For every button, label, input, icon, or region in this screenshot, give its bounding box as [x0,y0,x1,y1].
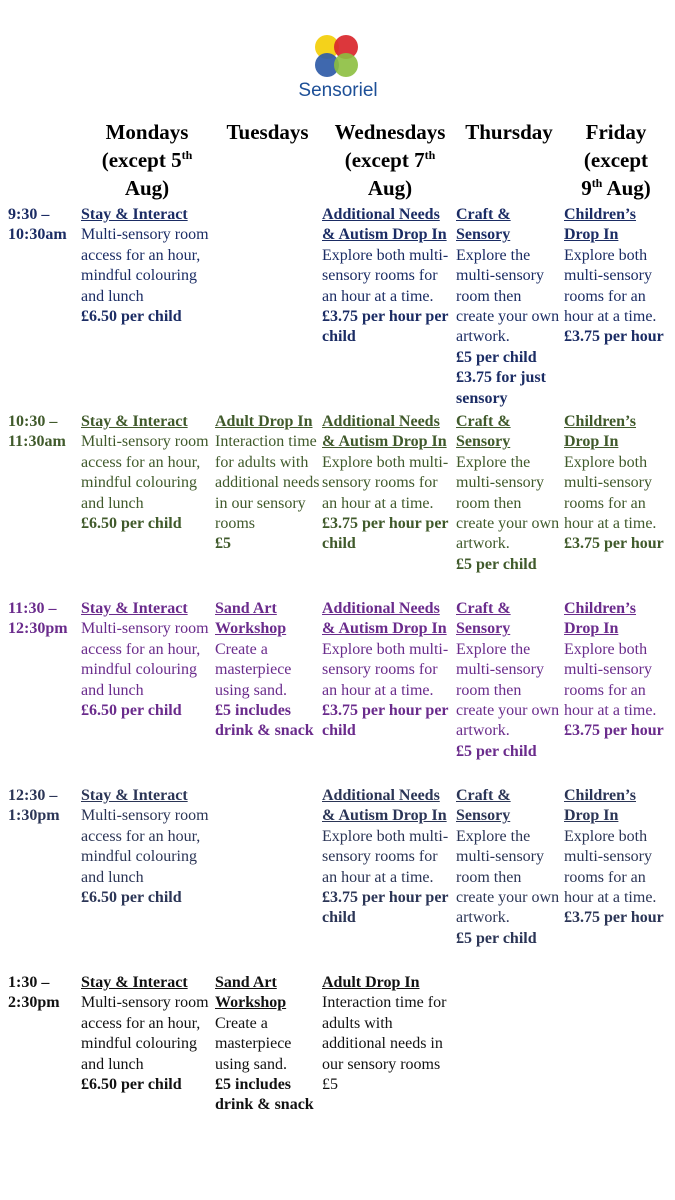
session-row4-friday[interactable] [564,786,670,929]
session-price: £3.75 per hour per child [322,515,449,553]
session-row3-thursday[interactable] [456,599,562,762]
time-slot-0930: 9:30 – 10:30am [8,206,67,243]
session-title[interactable]: Children’s Drop In [564,787,637,825]
session-price: £3.75 per hour [564,909,664,927]
session-title[interactable]: Additional Needs & Autism Drop In [322,206,447,244]
header-friday-line3: Aug) [602,176,651,200]
session-row3-monday[interactable] [81,599,211,721]
session-row5-tuesday[interactable] [215,973,323,1116]
session-row1-wednesday[interactable] [322,205,454,348]
session-description: Create a masterpiece using sand. [215,1014,292,1073]
session-description: Explore the multi-sensory room then create your own artwork. [456,453,560,553]
session-description: Multi-sensory room access for an hour, mindful colouring and lunch [81,433,209,512]
session-description: Multi-sensory room access for an hour, mindful colouring and lunch [81,620,209,699]
header-thursday [456,118,562,146]
session-price: £3.75 per hour [564,722,664,740]
session-title[interactable]: Sand Art Workshop [215,974,287,1012]
header-wednesdays-line3: Aug) [367,176,413,200]
session-description: Explore the multi-sensory room then create your own artwork. [456,640,560,740]
session-price: £3.75 per hour per child [322,702,449,740]
header-thursday-line1: Thursday [465,120,553,144]
logo-green-circle [334,53,358,77]
session-row2-wednesday[interactable] [322,412,454,555]
session-title[interactable]: Stay & Interact [81,974,188,991]
session-row4-wednesday[interactable] [322,786,454,929]
session-row3-wednesday[interactable] [322,599,454,742]
session-title[interactable]: Craft & Sensory [456,206,511,244]
session-description: Explore both multi-sensory rooms for an hour at a time. [564,246,657,326]
header-friday-pre: 9 [581,176,592,200]
header-friday-line1: Friday [585,120,647,144]
session-row2-friday[interactable] [564,412,670,555]
header-mondays-line3: Aug) [124,176,170,200]
sensoriel-logo [298,34,378,104]
session-description: Explore both multi-sensory rooms for an hour at a time. [322,246,449,305]
session-row1-monday[interactable] [81,205,211,327]
session-price: £5 per child [456,555,537,573]
session-row2-thursday[interactable] [456,412,562,575]
session-title[interactable]: Craft & Sensory [456,413,511,451]
session-row4-thursday[interactable] [456,786,562,949]
session-price: £5 includes drink & snack [215,1076,314,1114]
header-friday-sup: th [591,176,603,190]
header-wednesdays-sup: th [424,148,436,162]
header-tuesdays-line1: Tuesdays [226,120,309,144]
session-price: £5 includes drink & snack [215,702,314,740]
session-row5-monday[interactable] [81,973,211,1095]
header-wednesdays-line2: (except 7 [344,148,425,172]
session-price: £5 per child [456,348,537,366]
session-title[interactable]: Craft & Sensory [456,600,511,638]
session-description: Create a masterpiece using sand. [215,640,292,699]
session-title[interactable]: Additional Needs & Autism Drop In [322,787,447,825]
session-price-alt: £3.75 for just sensory [456,369,546,407]
session-description: Interaction time for adults with additional needs in our sensory rooms [215,433,320,533]
session-description: Explore both multi-sensory rooms for an hour at a time. [322,827,449,886]
session-description: Multi-sensory room access for an hour, mindful colouring and lunch [81,807,209,886]
session-description: Explore both multi-sensory rooms for an hour at a time. [564,640,657,720]
session-title[interactable]: Sand Art Workshop [215,600,287,638]
session-row1-friday[interactable] [564,205,670,348]
brand-name: Sensoriel [298,80,378,101]
session-title[interactable]: Stay & Interact [81,413,188,430]
header-mondays-line1: Mondays [105,120,189,144]
session-description: Explore the multi-sensory room then create your own artwork. [456,827,560,927]
session-price: £6.50 per child [81,1076,182,1094]
session-row2-tuesday[interactable] [215,412,323,555]
header-mondays [81,118,213,202]
header-mondays-line2: (except 5 [101,148,182,172]
session-description: Explore both multi-sensory rooms for an hour at a time. [322,453,449,512]
session-title[interactable]: Stay & Interact [81,206,188,223]
session-row3-friday[interactable] [564,599,670,742]
header-tuesdays [215,118,320,146]
session-price: £5 [322,1076,338,1094]
session-title[interactable]: Adult Drop In [322,974,420,991]
session-title[interactable]: Adult Drop In [215,413,313,430]
session-price: £3.75 per hour [564,328,664,346]
session-title[interactable]: Craft & Sensory [456,787,511,825]
session-title[interactable]: Additional Needs & Autism Drop In [322,600,447,638]
session-title[interactable]: Stay & Interact [81,600,188,617]
session-row2-monday[interactable] [81,412,211,534]
session-title[interactable]: Children’s Drop In [564,600,637,638]
session-row5-wednesday[interactable] [322,973,454,1095]
session-price: £3.75 per hour [564,535,664,553]
session-price: £5 [215,535,231,553]
session-price: £5 per child [456,929,537,947]
time-slot-1330: 1:30 – 2:30pm [8,974,60,1011]
session-price: £5 per child [456,742,537,760]
session-description: Explore the multi-sensory room then create your own artwork. [456,246,560,346]
session-price: £6.50 per child [81,889,182,907]
session-price: £6.50 per child [81,308,182,326]
session-description: Explore both multi-sensory rooms for an hour at a time. [564,453,657,533]
header-friday [562,118,670,202]
header-mondays-sup: th [181,148,193,162]
session-description: Interaction time for adults with additional needs in our sensory rooms [322,994,447,1073]
session-title[interactable]: Additional Needs & Autism Drop In [322,413,447,451]
session-price: £3.75 per hour per child [322,308,449,346]
session-title[interactable]: Children’s Drop In [564,413,637,451]
time-slot-1030: 10:30 – 11:30am [8,413,66,450]
session-row1-thursday[interactable] [456,205,562,409]
session-row4-monday[interactable] [81,786,211,908]
time-slot-1130: 11:30 – 12:30pm [8,600,68,637]
session-description: Explore both multi-sensory rooms for an hour at a time. [322,640,449,699]
session-description: Explore both multi-sensory rooms for an hour at a time. [564,827,657,907]
session-title[interactable]: Children’s Drop In [564,206,637,244]
session-price: £6.50 per child [81,515,182,533]
header-wednesdays-line1: Wednesdays [334,120,446,144]
session-description: Multi-sensory room access for an hour, mindful colouring and lunch [81,226,209,305]
session-title[interactable]: Stay & Interact [81,787,188,804]
session-description: Multi-sensory room access for an hour, mindful colouring and lunch [81,994,209,1073]
session-price: £3.75 per hour per child [322,889,449,927]
session-price: £6.50 per child [81,702,182,720]
header-wednesdays [320,118,460,202]
time-slot-1230: 12:30 – 1:30pm [8,787,60,824]
session-row3-tuesday[interactable] [215,599,323,742]
sensoriel-circles-icon [311,34,365,80]
header-friday-line2: (except [583,148,649,172]
